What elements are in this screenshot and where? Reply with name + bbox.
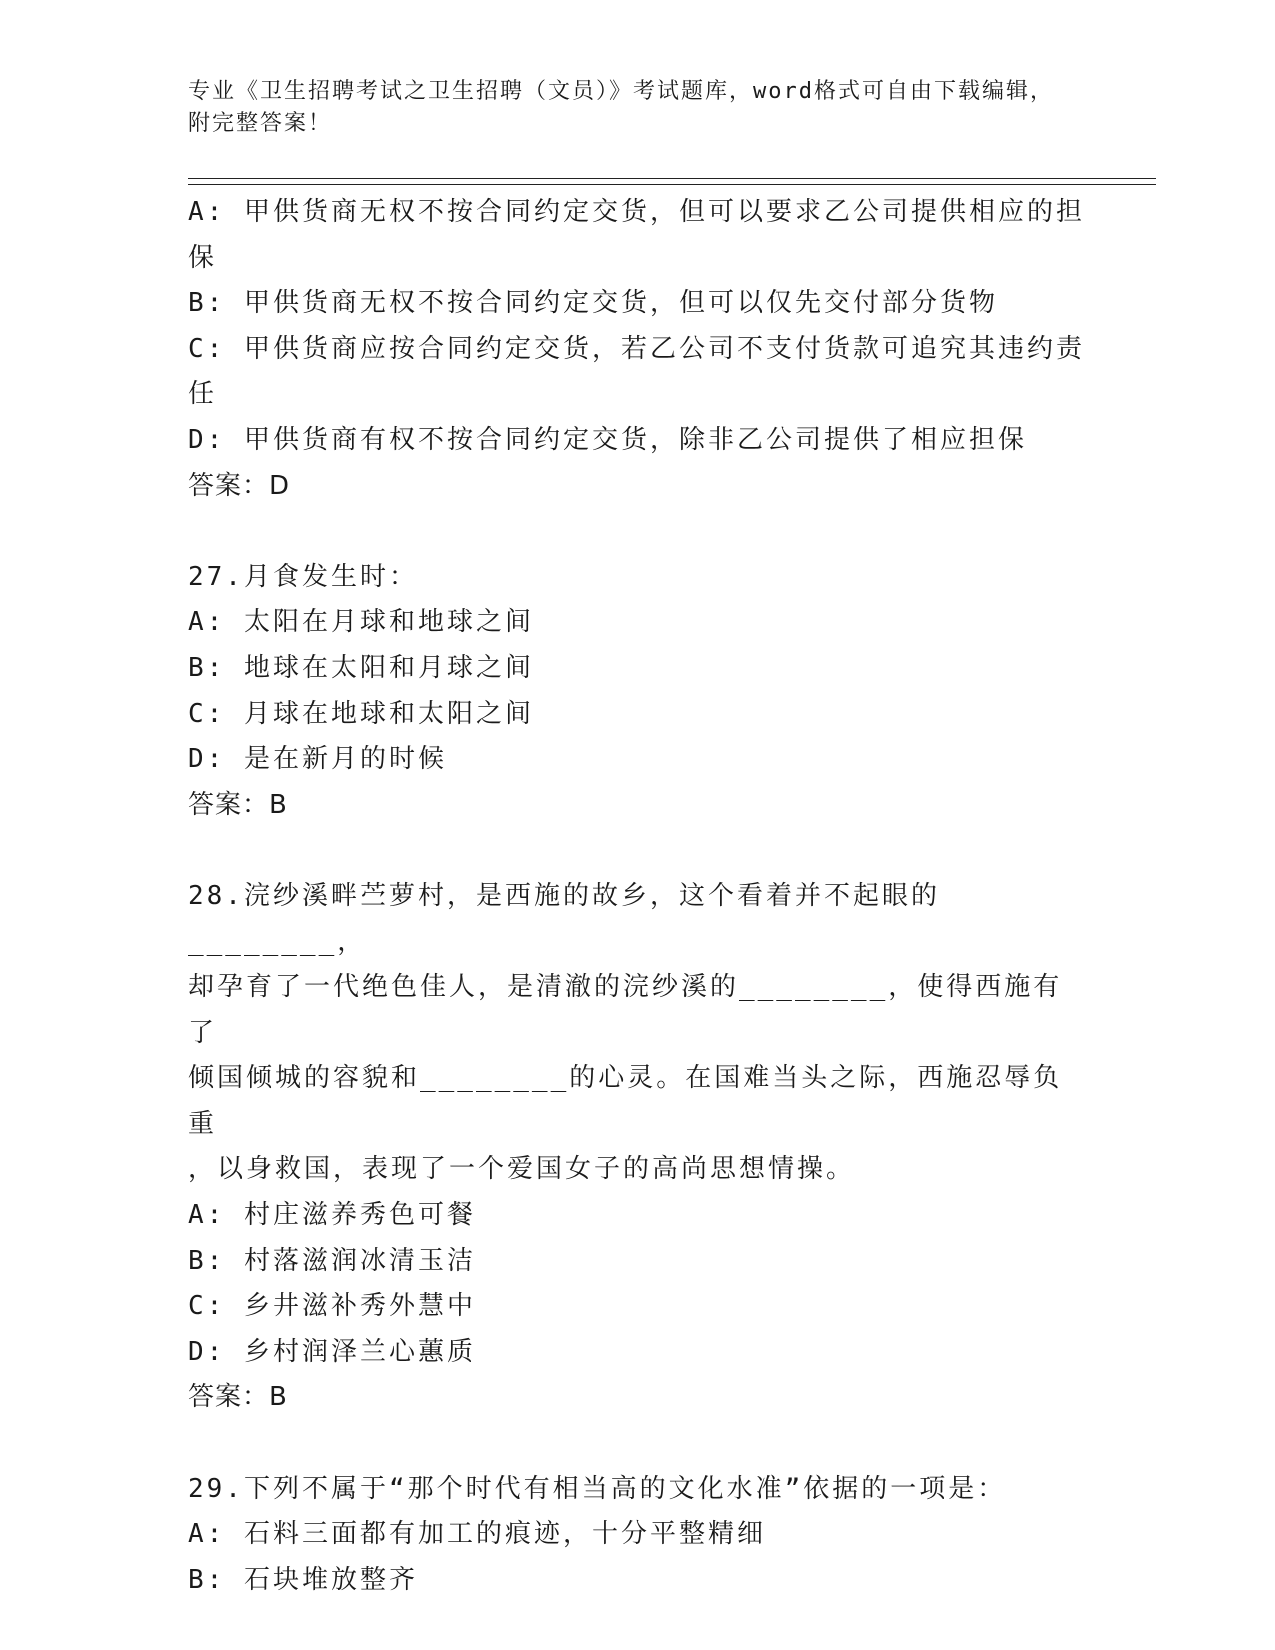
q27-option-b: B: 地球在太阳和月球之间 (188, 652, 534, 683)
q28-option-c: C: 乡井滋补秀外慧中 (188, 1291, 476, 1322)
q26-option-d: D: 甲供货商有权不按合同约定交货，除非乙公司提供了相应担保 (188, 424, 1027, 455)
q26-option-c-line2: 任 (188, 379, 218, 410)
q28-answer: 答案：B (188, 1382, 288, 1413)
q27-answer: 答案：B (188, 789, 288, 820)
q27-option-c: C: 月球在地球和太阳之间 (188, 698, 534, 729)
q28-stem-line1: 28.浣纱溪畔苎萝村，是西施的故乡，这个看着并不起眼的________， (188, 880, 940, 957)
document-header: 专业《卫生招聘考试之卫生招聘（文员）》考试题库，word格式可自由下载编辑，附完整答案！ (188, 79, 1054, 136)
header-rule-top (188, 178, 1156, 179)
question-content (188, 190, 1088, 1603)
q28-stem-line2: 却孕育了一代绝色佳人，是清澈的浣纱溪的________，使得西施有了 (188, 972, 1063, 1048)
q26-option-a-line2: 保 (188, 242, 218, 273)
q29-option-a: A: 石料三面都有加工的痕迹，十分平整精细 (188, 1519, 766, 1550)
q29-stem: 29.下列不属于“那个时代有相当高的文化水准”依据的一项是： (188, 1473, 1007, 1504)
spacer (188, 1421, 1088, 1467)
q27-option-d: D: 是在新月的时候 (188, 744, 447, 775)
q28-option-a: A: 村庄滋养秀色可餐 (188, 1200, 476, 1231)
spacer (188, 509, 1088, 555)
q28-option-d: D: 乡村润泽兰心蕙质 (188, 1336, 476, 1367)
q27-stem: 27.月食发生时： (188, 561, 418, 592)
spacer (188, 828, 1088, 874)
header-rule-bottom (188, 184, 1156, 185)
q26-option-c-line1: C: 甲供货商应按合同约定交货，若乙公司不支付货款可追究其违约责 (188, 333, 1085, 364)
q26-option-a-line1: A: 甲供货商无权不按合同约定交货，但可以要求乙公司提供相应的担 (188, 197, 1085, 227)
q28-option-b: B: 村落滋润冰清玉洁 (188, 1245, 476, 1276)
q29-option-b: B: 石块堆放整齐 (188, 1564, 418, 1595)
q26-answer: 答案：D (188, 470, 291, 501)
q26-option-b: B: 甲供货商无权不按合同约定交货，但可以仅先交付部分货物 (188, 288, 998, 319)
q28-stem-line3: 倾国倾城的容貌和________的心灵。在国难当头之际，西施忍辱负重 (188, 1063, 1063, 1139)
q28-stem-line4: ，以身救国，表现了一个爱国女子的高尚思想情操。 (188, 1154, 856, 1185)
q27-option-a: A: 太阳在月球和地球之间 (188, 607, 534, 638)
